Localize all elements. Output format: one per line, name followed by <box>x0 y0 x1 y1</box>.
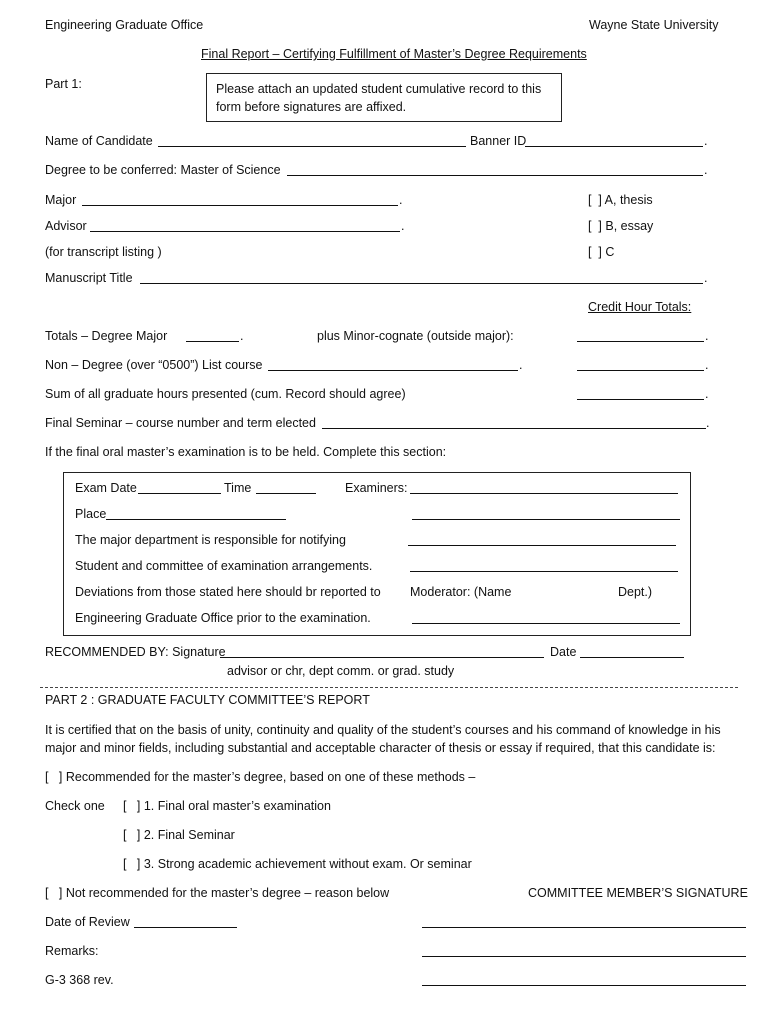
signature-caption: advisor or chr, dept comm. or grad. study <box>227 664 455 678</box>
section-divider <box>40 687 738 688</box>
exam-note-line3: Deviations from those stated here should br reported to <box>75 585 381 599</box>
form-id: G-3 368 rev. <box>45 973 114 987</box>
exam-time-label: Time <box>224 481 252 495</box>
period: . <box>704 271 708 285</box>
candidate-name-label: Name of Candidate <box>45 134 153 148</box>
recommended-date-field[interactable] <box>580 657 684 658</box>
option-b-essay[interactable]: [ ] B, essay <box>588 219 654 233</box>
examiner-3-field[interactable] <box>408 545 676 546</box>
remarks-label: Remarks: <box>45 944 99 958</box>
attachment-note-box <box>206 73 562 122</box>
examiner-4-field[interactable] <box>410 571 678 572</box>
totals-degree-major-label: Totals – Degree Major <box>45 329 168 343</box>
period: . <box>705 358 709 372</box>
non-degree-label: Non – Degree (over “0500”) List course <box>45 358 263 372</box>
examiner-2-field[interactable] <box>412 519 680 520</box>
exam-note-line2: Student and committee of examination arrangements. <box>75 559 373 573</box>
committee-signature-3-field[interactable] <box>422 985 746 986</box>
examiners-label: Examiners: <box>345 481 408 495</box>
sum-hours-field[interactable] <box>577 399 704 400</box>
final-seminar-field[interactable] <box>322 428 706 429</box>
examiner-1-field[interactable] <box>410 493 678 494</box>
part1-label: Part 1: <box>45 77 82 91</box>
non-degree-course-field[interactable] <box>268 370 518 371</box>
final-seminar-label: Final Seminar – course number and term elected <box>45 416 316 430</box>
banner-id-field[interactable] <box>525 146 703 147</box>
degree-field[interactable] <box>287 175 703 176</box>
exam-time-field[interactable] <box>256 493 316 494</box>
office-name: Engineering Graduate Office <box>45 18 204 32</box>
non-degree-hours-field[interactable] <box>577 370 704 371</box>
major-field[interactable] <box>82 205 398 206</box>
exam-place-label: Place <box>75 507 107 521</box>
moderator-dept-label: Dept.) <box>618 585 653 599</box>
recommended-checkbox[interactable]: [ ] Recommended for the master’s degree, based on one of these methods – <box>45 770 476 784</box>
period: . <box>704 163 708 177</box>
advisor-label: Advisor <box>45 219 87 233</box>
exam-date-field[interactable] <box>138 493 221 494</box>
credit-hour-totals-header: Credit Hour Totals: <box>588 300 692 314</box>
period: . <box>401 219 405 233</box>
period: . <box>705 387 709 401</box>
exam-note-line1: The major department is responsible for notifying <box>75 533 346 547</box>
committee-signature-1-field[interactable] <box>422 927 746 928</box>
committee-signature-header: COMMITTEE MEMBER’S SIGNATURE <box>528 886 748 900</box>
oral-exam-intro: If the final oral master’s examination is to be held. Complete this section: <box>45 445 447 459</box>
sum-hours-label: Sum of all graduate hours presented (cum. Record should agree) <box>45 387 406 401</box>
method-2-checkbox[interactable]: [ ] 2. Final Seminar <box>123 828 235 842</box>
advisor-field[interactable] <box>90 231 400 232</box>
recommended-by-label: RECOMMENDED BY: Signature <box>45 645 226 659</box>
period: . <box>399 193 403 207</box>
minor-cognate-label: plus Minor-cognate (outside major): <box>317 329 514 343</box>
part2-title: PART 2 : GRADUATE FACULTY COMMITTEE’S REPORT <box>45 693 370 707</box>
manuscript-title-label: Manuscript Title <box>45 271 133 285</box>
university-name: Wayne State University <box>589 18 719 32</box>
certification-line2: major and minor fields, including substantial and acceptable character of thesis or essay if required, that this candidate is: <box>45 741 716 755</box>
certification-line1: It is certified that on the basis of unity, continuity and quality of the student’s courses and his command of knowledge in his <box>45 723 721 737</box>
recommended-date-label: Date <box>550 645 577 659</box>
banner-id-label: Banner ID <box>470 134 527 148</box>
date-of-review-label: Date of Review <box>45 915 130 929</box>
period: . <box>519 358 523 372</box>
option-c[interactable]: [ ] C <box>588 245 615 259</box>
minor-cognate-field[interactable] <box>577 341 704 342</box>
manuscript-title-field[interactable] <box>140 283 703 284</box>
date-of-review-field[interactable] <box>134 927 237 928</box>
not-recommended-checkbox[interactable]: [ ] Not recommended for the master’s degree – reason below <box>45 886 390 900</box>
exam-date-label: Exam Date <box>75 481 137 495</box>
exam-note-line4: Engineering Graduate Office prior to the examination. <box>75 611 371 625</box>
period: . <box>240 329 244 343</box>
period: . <box>704 134 708 148</box>
method-1-checkbox[interactable]: [ ] 1. Final oral master’s examination <box>123 799 331 813</box>
period: . <box>705 329 709 343</box>
major-label: Major <box>45 193 77 207</box>
form-title: Final Report – Certifying Fulfillment of Master’s Degree Requirements <box>201 47 587 61</box>
option-a-thesis[interactable]: [ ] A, thesis <box>588 193 653 207</box>
method-3-checkbox[interactable]: [ ] 3. Strong academic achievement without exam. Or seminar <box>123 857 472 871</box>
recommended-signature-field[interactable] <box>220 657 544 658</box>
transcript-listing-note: (for transcript listing ) <box>45 245 162 259</box>
exam-place-field[interactable] <box>106 519 286 520</box>
degree-label: Degree to be conferred: Master of Science <box>45 163 281 177</box>
totals-degree-major-field[interactable] <box>186 341 239 342</box>
committee-signature-2-field[interactable] <box>422 956 746 957</box>
candidate-name-field[interactable] <box>158 146 466 147</box>
attachment-note-line2: form before signatures are affixed. <box>216 100 407 114</box>
period: . <box>706 416 710 430</box>
moderator-field[interactable] <box>412 623 680 624</box>
attachment-note-line1: Please attach an updated student cumulative record to this <box>216 82 542 96</box>
moderator-label: Moderator: (Name <box>410 585 512 599</box>
check-one-label: Check one <box>45 799 105 813</box>
